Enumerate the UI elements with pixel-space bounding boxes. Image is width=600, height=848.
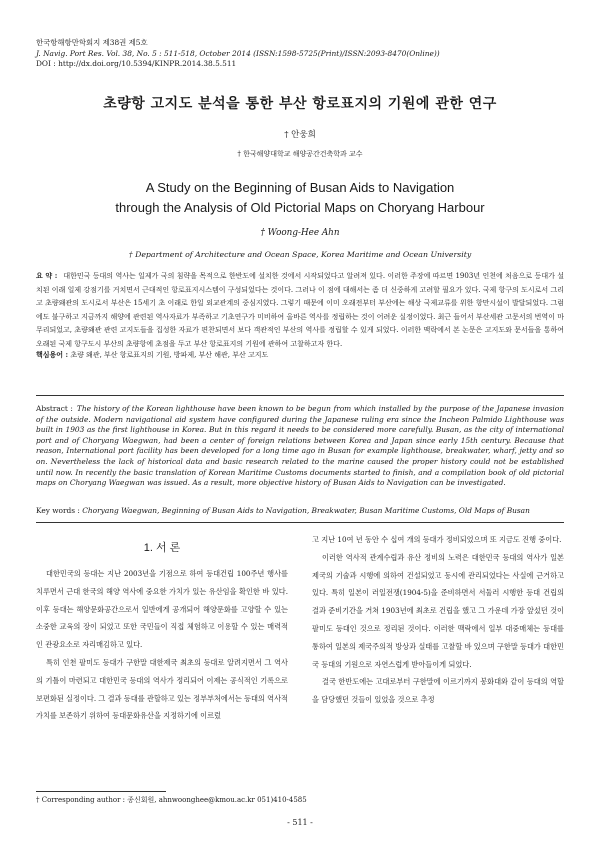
title-korean: 초량항 고지도 분석을 통한 부산 항로표지의 기원에 관한 연구 <box>103 96 497 112</box>
section-heading: 1. 서 론 <box>143 542 181 554</box>
affiliation-korean: † 한국해양대학교 해양공간건축학과 교수 <box>237 150 363 158</box>
keywords-english <box>36 506 564 515</box>
affiliation-english: † Department of Architecture and Ocean Space, Korea Maritime and Ocean University <box>128 250 472 259</box>
divider-bottom <box>36 522 564 523</box>
footnote-divider <box>36 791 166 792</box>
title-english-line2: through the Analysis of Old Pictorial Maps on Choryang Harbour <box>115 200 485 215</box>
journal-header <box>36 38 576 70</box>
journal-name-ko: 한국항해항만학회지 제38권 제5호 <box>36 38 148 47</box>
abstract-english-label: Abstract : <box>36 404 73 413</box>
footnote: † Corresponding author : 종신회원, ahnwoonghee@kmou.ac.kr 051)410-4585 <box>36 796 307 804</box>
journal-citation: J. Navig. Port Res. Vol. 38, No. 5 : 511-518, October 2014 (ISSN:1598-5725(Print)/ISSN:2093-8470(Online)) <box>36 48 440 58</box>
abstract-korean <box>36 269 564 352</box>
keywords-korean-label: 핵심용어 : <box>36 350 69 359</box>
keywords-korean-text: 초량 왜관, 부산 항로표지의 기원, 방파제, 부산 해관, 부산 고지도 <box>70 351 269 359</box>
keywords-english-label: Key words : <box>36 506 80 515</box>
body-column-right <box>312 531 564 709</box>
author-english: † Woong-Hee Ahn <box>260 228 340 238</box>
author-korean: † 안웅희 <box>284 130 316 140</box>
abstract-korean-text: 대한민국 등대의 역사는 일제가 국의 침략을 목적으로 한반도에 설치한 것에서 시작되었다고 알려져 있다. 이러한 주장에 따르면 1903년 인천에 처음으로 등대가 설치된 이래 일제 강점기를 거치면서 근대적인 항로표지시스템이 구성되었다는 것이다. 그러나 이 점에 대해서는 좀 더 신중하게 고려할 필요가 있다. 국제 항구의 도시로서 그리고 초량왜관의 도시로서 부산은 15세기 초 이래로 한일 외교관계의 중심지였다. 그렇기 때문에 이미 오래전부터 부산에는 해상 국제교류를 위한 항만시설이 발달되었다. 그럼에도 불구하고 지금까지 해양에 관련된 역사자료가 부족하고 기초연구가 미비하여 올바른 역사를 정립하는 것이 어려운 실정이었다. 최근 들어서 부산세관 고문서의 번역이 마무리되었고, 초량왜관 관련 고지도들을 집성한 자료가 편찬되면서 보다 객관적인 부산의 역사를 정립할 수 있게 되었다. 이러한 맥락에서 본 논문은 고지도와 문서들을 통하여 오래된 국제 항구도시 부산의 초량항에 초점을 두고 부산 항로표지의 기원에 관하여 고찰하고자 한다. <box>36 272 565 348</box>
title-english <box>0 178 600 218</box>
paragraph: 이러한 역사적 관계수립과 유산 정비의 노력은 대한민국 등대의 역사가 일본제국의 기술과 시행에 의하여 건설되었고 동시에 관리되었다는 사실에 근거하고 있다. 특히 일본이 러일전쟁(1904-5)을 준비하면서 서둘러 시행한 등대 건립의 결과 준비기간을 거쳐 1903년에 최초로 건립을 했고 그 가운데 가장 앞섰던 것이 팔미도 등대인 것으로 정리된 것이다. 이러한 맥락에서 일부 대중매체는 등대를 통하여 일본의 제국주의적 방상과 실태를 고찰할 바 있으며 구한말 등대가 대한민국 등대의 기원으로 자연스럽게 받아들이게 되었다. <box>312 552 564 669</box>
doi-link[interactable]: DOI : http://dx.doi.org/10.5394/KINPR.2014.38.5.511 <box>36 59 237 68</box>
abstract-english <box>36 404 564 489</box>
keywords-korean <box>36 350 564 360</box>
paragraph: 특히 인천 팔미도 등대가 구한말 대한제국 최초의 등대로 알려지면서 그 역사의 기틀이 마련되고 대한민국 등대의 역사가 정리되어 이제는 공식적인 기록으로 보편화된 실정이다. 그 결과 등대를 관할하고 있는 정부부처에서는 등대의 역사적 가치를 보존하기 위하여 등대문화유산을 지정하기에 이르렀 <box>36 657 288 721</box>
paragraph: 결국 한반도에는 고대로부터 구한말에 이르기까지 봉화대와 같이 등대의 역할을 담당했던 것들이 있었을 것으로 추정 <box>312 677 564 705</box>
body-column-left <box>36 565 288 725</box>
abstract-english-text: The history of the Korean lighthouse have been known to be begun from which installed by the purpose of the Japanese invasion of the outside. Modern navigational aid system have configured during the Japanese ruling era since the Incheon Palmido Lighthouse was built in 1903 as the first lighthouse in Korea. But in this regard it needs to be considered more carefully. Busan, as the city of international port and of Choryang Waegwan, had been a center of foreign relations between Korea and Japan since early 15th century. Because that reason, International port facility has been developed for a long time ago in Busan for example lighthouse, breakwater, wharf, jetty and so on. Nevertheless the lack of historical data and basic research related to the marine caused the proper history could not be established until now. In recently the basic translation of Korean Maritime Customs documents started to finish, and a compilation book of old pictorial maps on Choryang Waegwan was issued. As a result, more objective history of Busan Aids to Navigation can be investigated. <box>36 404 564 488</box>
abstract-korean-label: 요 약 : <box>36 271 58 280</box>
paragraph: 고 지난 10여 년 동안 수 십여 개의 등대가 정비되었으며 또 지금도 진행 중이다. <box>312 535 562 544</box>
page-number: - 511 - <box>287 818 313 827</box>
paragraph: 대한민국의 등대는 지난 2003년을 기점으로 하여 등대건립 100주년 행사를 치루면서 근대 한국의 해양 역사에 중요한 가치가 있는 유산임을 확인한 바 있다. 이후 등대는 해양문화공간으로서 일반에게 공개되어 해양문화를 고양할 수 있는 소중한 교육의 장이 되었고 또한 국민들이 직접 체험하고 이용할 수 있는 매력적인 관광요소로 자리매김하고 있다. <box>36 569 288 650</box>
title-english-line1: A Study on the Beginning of Busan Aids to Navigation <box>145 180 455 195</box>
keywords-english-text: Choryang Waegwan, Beginning of Busan Aids to Navigation, Breakwater, Busan Maritime Customs, Old Maps of Busan <box>82 506 530 515</box>
divider-top <box>36 395 564 396</box>
